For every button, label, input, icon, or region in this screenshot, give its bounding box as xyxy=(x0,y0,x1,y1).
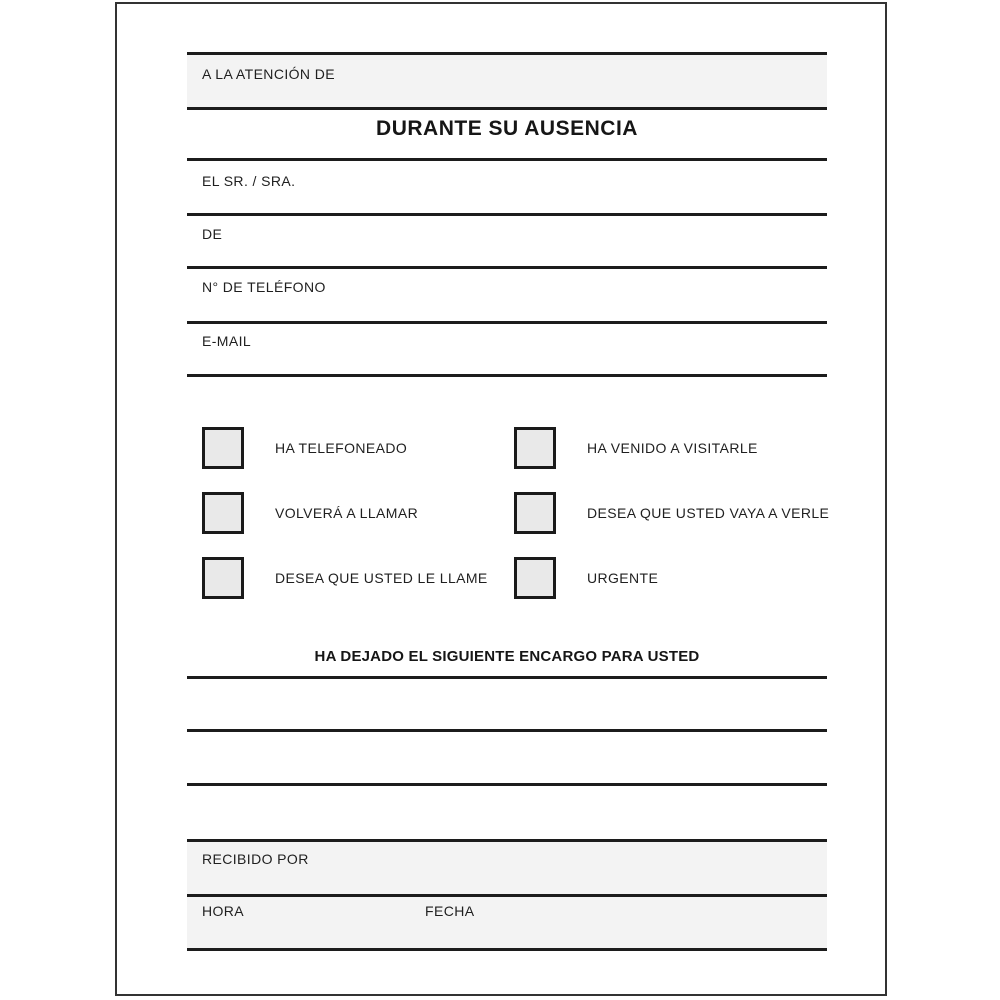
option-volvera-a-llamar xyxy=(202,492,418,534)
checkbox-label: HA TELEFONEADO xyxy=(275,440,408,456)
checkbox-ha-venido-a-visitarle[interactable] xyxy=(514,427,556,469)
time-label: HORA xyxy=(202,903,245,919)
option-desea-que-usted-vaya-a-verle xyxy=(514,492,829,534)
checkbox-label: DESEA QUE USTED VAYA A VERLE xyxy=(587,505,830,521)
checkbox-label: HA VENIDO A VISITARLE xyxy=(587,440,758,456)
message-writing-line xyxy=(187,783,827,786)
checkbox-ha-telefoneado[interactable] xyxy=(202,427,244,469)
checkbox-desea-que-usted-le-llame[interactable] xyxy=(202,557,244,599)
time-date-input-area[interactable] xyxy=(187,897,827,948)
form-title: DURANTE SU AUSENCIA xyxy=(376,117,638,140)
checkbox-label: VOLVERÁ A LLAMAR xyxy=(275,505,419,521)
received-by-label: RECIBIDO POR xyxy=(202,851,309,867)
name-field-label: EL SR. / SRA. xyxy=(202,173,296,189)
email-field-label: E-MAIL xyxy=(202,333,252,349)
checkbox-label: DESEA QUE USTED LE LLAME xyxy=(275,570,488,586)
phone-input-area[interactable] xyxy=(187,269,827,321)
checkbox-desea-que-usted-vaya-a-verle[interactable] xyxy=(514,492,556,534)
checkbox-urgente[interactable] xyxy=(514,557,556,599)
from-input-area[interactable] xyxy=(187,216,827,266)
checkbox-label: URGENTE xyxy=(587,570,659,586)
attention-label: A LA ATENCIÓN DE xyxy=(202,66,335,82)
option-ha-telefoneado xyxy=(202,427,407,469)
email-input-area[interactable] xyxy=(187,324,827,374)
message-heading: HA DEJADO EL SIGUIENTE ENCARGO PARA USTED xyxy=(314,648,700,665)
divider-line xyxy=(187,948,827,951)
from-field-label: DE xyxy=(202,226,223,242)
phone-field-label: N° DE TELÉFONO xyxy=(202,279,326,295)
divider-line xyxy=(187,374,827,377)
divider-line xyxy=(187,107,827,110)
message-writing-area[interactable] xyxy=(187,662,827,783)
option-desea-que-usted-le-llame xyxy=(202,557,488,599)
option-ha-venido-a-visitarle xyxy=(514,427,758,469)
received-by-input-area[interactable] xyxy=(187,842,827,894)
checkbox-volvera-a-llamar[interactable] xyxy=(202,492,244,534)
option-urgente xyxy=(514,557,658,599)
date-label: FECHA xyxy=(425,903,475,919)
